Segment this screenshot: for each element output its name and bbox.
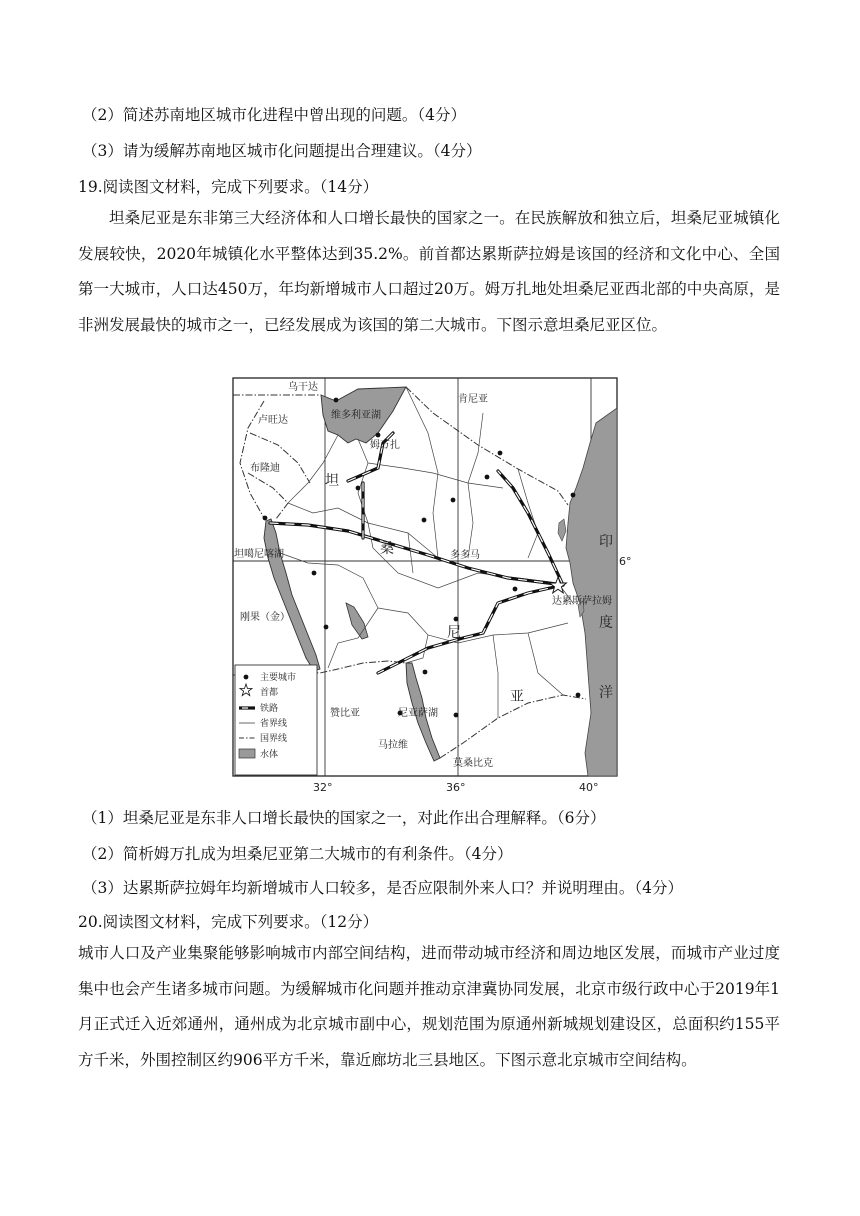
legend-border: 国界线 bbox=[260, 734, 288, 744]
city-dot bbox=[454, 713, 459, 718]
q19-heading: 19.阅读图文材料，完成下列要求。（14分） bbox=[78, 178, 379, 196]
q19-sub3: （3）达累斯萨拉姆年均新增城市人口较多，是否应限制外来人口？并说明理由。（4分） bbox=[82, 879, 683, 897]
legend-city: 主要城市 bbox=[260, 673, 297, 683]
q19-sub1: （1）坦桑尼亚是东非人口增长最快的国家之一，对此作出合理解释。（6分） bbox=[82, 809, 606, 827]
label-uganda: 乌干达 bbox=[288, 382, 318, 393]
label-mozambique: 莫桑比克 bbox=[453, 758, 493, 769]
label-lake-victoria: 维多利亚湖 bbox=[331, 410, 381, 421]
city-dot bbox=[423, 670, 428, 675]
label-country-2: 桑 bbox=[380, 541, 394, 557]
map-legend bbox=[235, 665, 317, 775]
label-mwanza: 姆万扎 bbox=[370, 440, 400, 451]
label-zambia: 赞比亚 bbox=[330, 708, 360, 719]
label-ocean-2: 度 bbox=[599, 615, 613, 631]
city-dot bbox=[324, 625, 329, 630]
tanzania-location-map bbox=[228, 373, 632, 803]
city-dot bbox=[451, 498, 456, 503]
label-burundi: 布隆迪 bbox=[250, 463, 280, 474]
city-dot bbox=[498, 451, 503, 456]
q18-sub2: （2）简述苏南地区城市化进程中曾出现的问题。（4分） bbox=[82, 106, 466, 124]
label-ocean-1: 印 bbox=[599, 534, 613, 550]
label-lake-nyasa: 尼亚萨湖 bbox=[398, 708, 438, 719]
label-country-1: 坦 bbox=[325, 473, 339, 489]
label-rwanda: 卢旺达 bbox=[258, 415, 288, 426]
legend-railway: 铁路 bbox=[260, 704, 279, 714]
city-dot bbox=[356, 486, 361, 491]
city-dot bbox=[513, 587, 518, 592]
tick-lon-32: 32° bbox=[313, 781, 333, 794]
q18-sub3: （3）请为缓解苏南地区城市化问题提出合理建议。（4分） bbox=[82, 142, 482, 160]
city-dot bbox=[334, 398, 339, 403]
q19-sub2: （2）简析姆万扎成为坦桑尼亚第二大城市的有利条件。（4分） bbox=[82, 845, 513, 863]
q20-passage: 城市人口及产业集聚能够影响城市内部空间结构，进而带动城市经济和周边地区发展，而城市产业过度集中也会产生诸多城市问题。为缓解城市化问题并推动京津冀协同发展，北京市级行政中心于2019年1月正式迁入近郊通州，通州成为北京城市副中心，规划范围为原通州新城规划建设区，总面积约155平方千米，外围控制区约906平方千米，靠近廊坊北三县地区。下图示意北京城市空间结构。 bbox=[78, 944, 780, 1069]
label-dar-es-salaam: 达累斯萨拉姆 bbox=[552, 596, 612, 607]
legend-water: 水体 bbox=[260, 750, 279, 760]
city-dot bbox=[263, 516, 268, 521]
label-kenya: 肯尼亚 bbox=[458, 394, 488, 405]
label-ocean-3: 洋 bbox=[599, 685, 613, 701]
city-dot bbox=[454, 617, 459, 622]
label-lake-tanganyika: 坦噶尼喀湖 bbox=[234, 549, 284, 560]
label-country-4: 亚 bbox=[510, 689, 524, 705]
label-congo: 刚果（金） bbox=[240, 612, 290, 623]
city-dot bbox=[312, 571, 317, 576]
city-dot bbox=[576, 693, 581, 698]
legend-capital: 首都 bbox=[260, 688, 279, 698]
label-malawi: 马拉维 bbox=[378, 740, 408, 751]
q19-passage: 坦桑尼亚是东非第三大经济体和人口增长最快的国家之一。在民族解放和独立后，坦桑尼亚城镇化发展较快，2020年城镇化水平整体达到35.2%。前首都达累斯萨拉姆是该国的经济和文化中心、全国第一大城市，人口达450万，年均新增城市人口超过20万。姆万扎地处坦桑尼亚西北部的中央高原，是非洲发展最快的城市之一，已经发展成为该国的第二大城市。下图示意坦桑尼亚区位。 bbox=[78, 209, 780, 334]
city-dot bbox=[376, 433, 381, 438]
label-country-3: 尼 bbox=[447, 625, 461, 641]
q20-heading: 20.阅读图文材料，完成下列要求。（12分） bbox=[78, 913, 379, 931]
city-dot bbox=[422, 518, 427, 523]
legend-province: 省界线 bbox=[260, 719, 288, 729]
tick-lon-36: 36° bbox=[446, 781, 466, 794]
city-dot bbox=[485, 475, 490, 480]
tick-lat-6: 6° bbox=[619, 555, 632, 568]
city-dot bbox=[571, 493, 576, 498]
tick-lon-40: 40° bbox=[579, 781, 599, 794]
label-dodoma: 多多马 bbox=[450, 550, 480, 561]
